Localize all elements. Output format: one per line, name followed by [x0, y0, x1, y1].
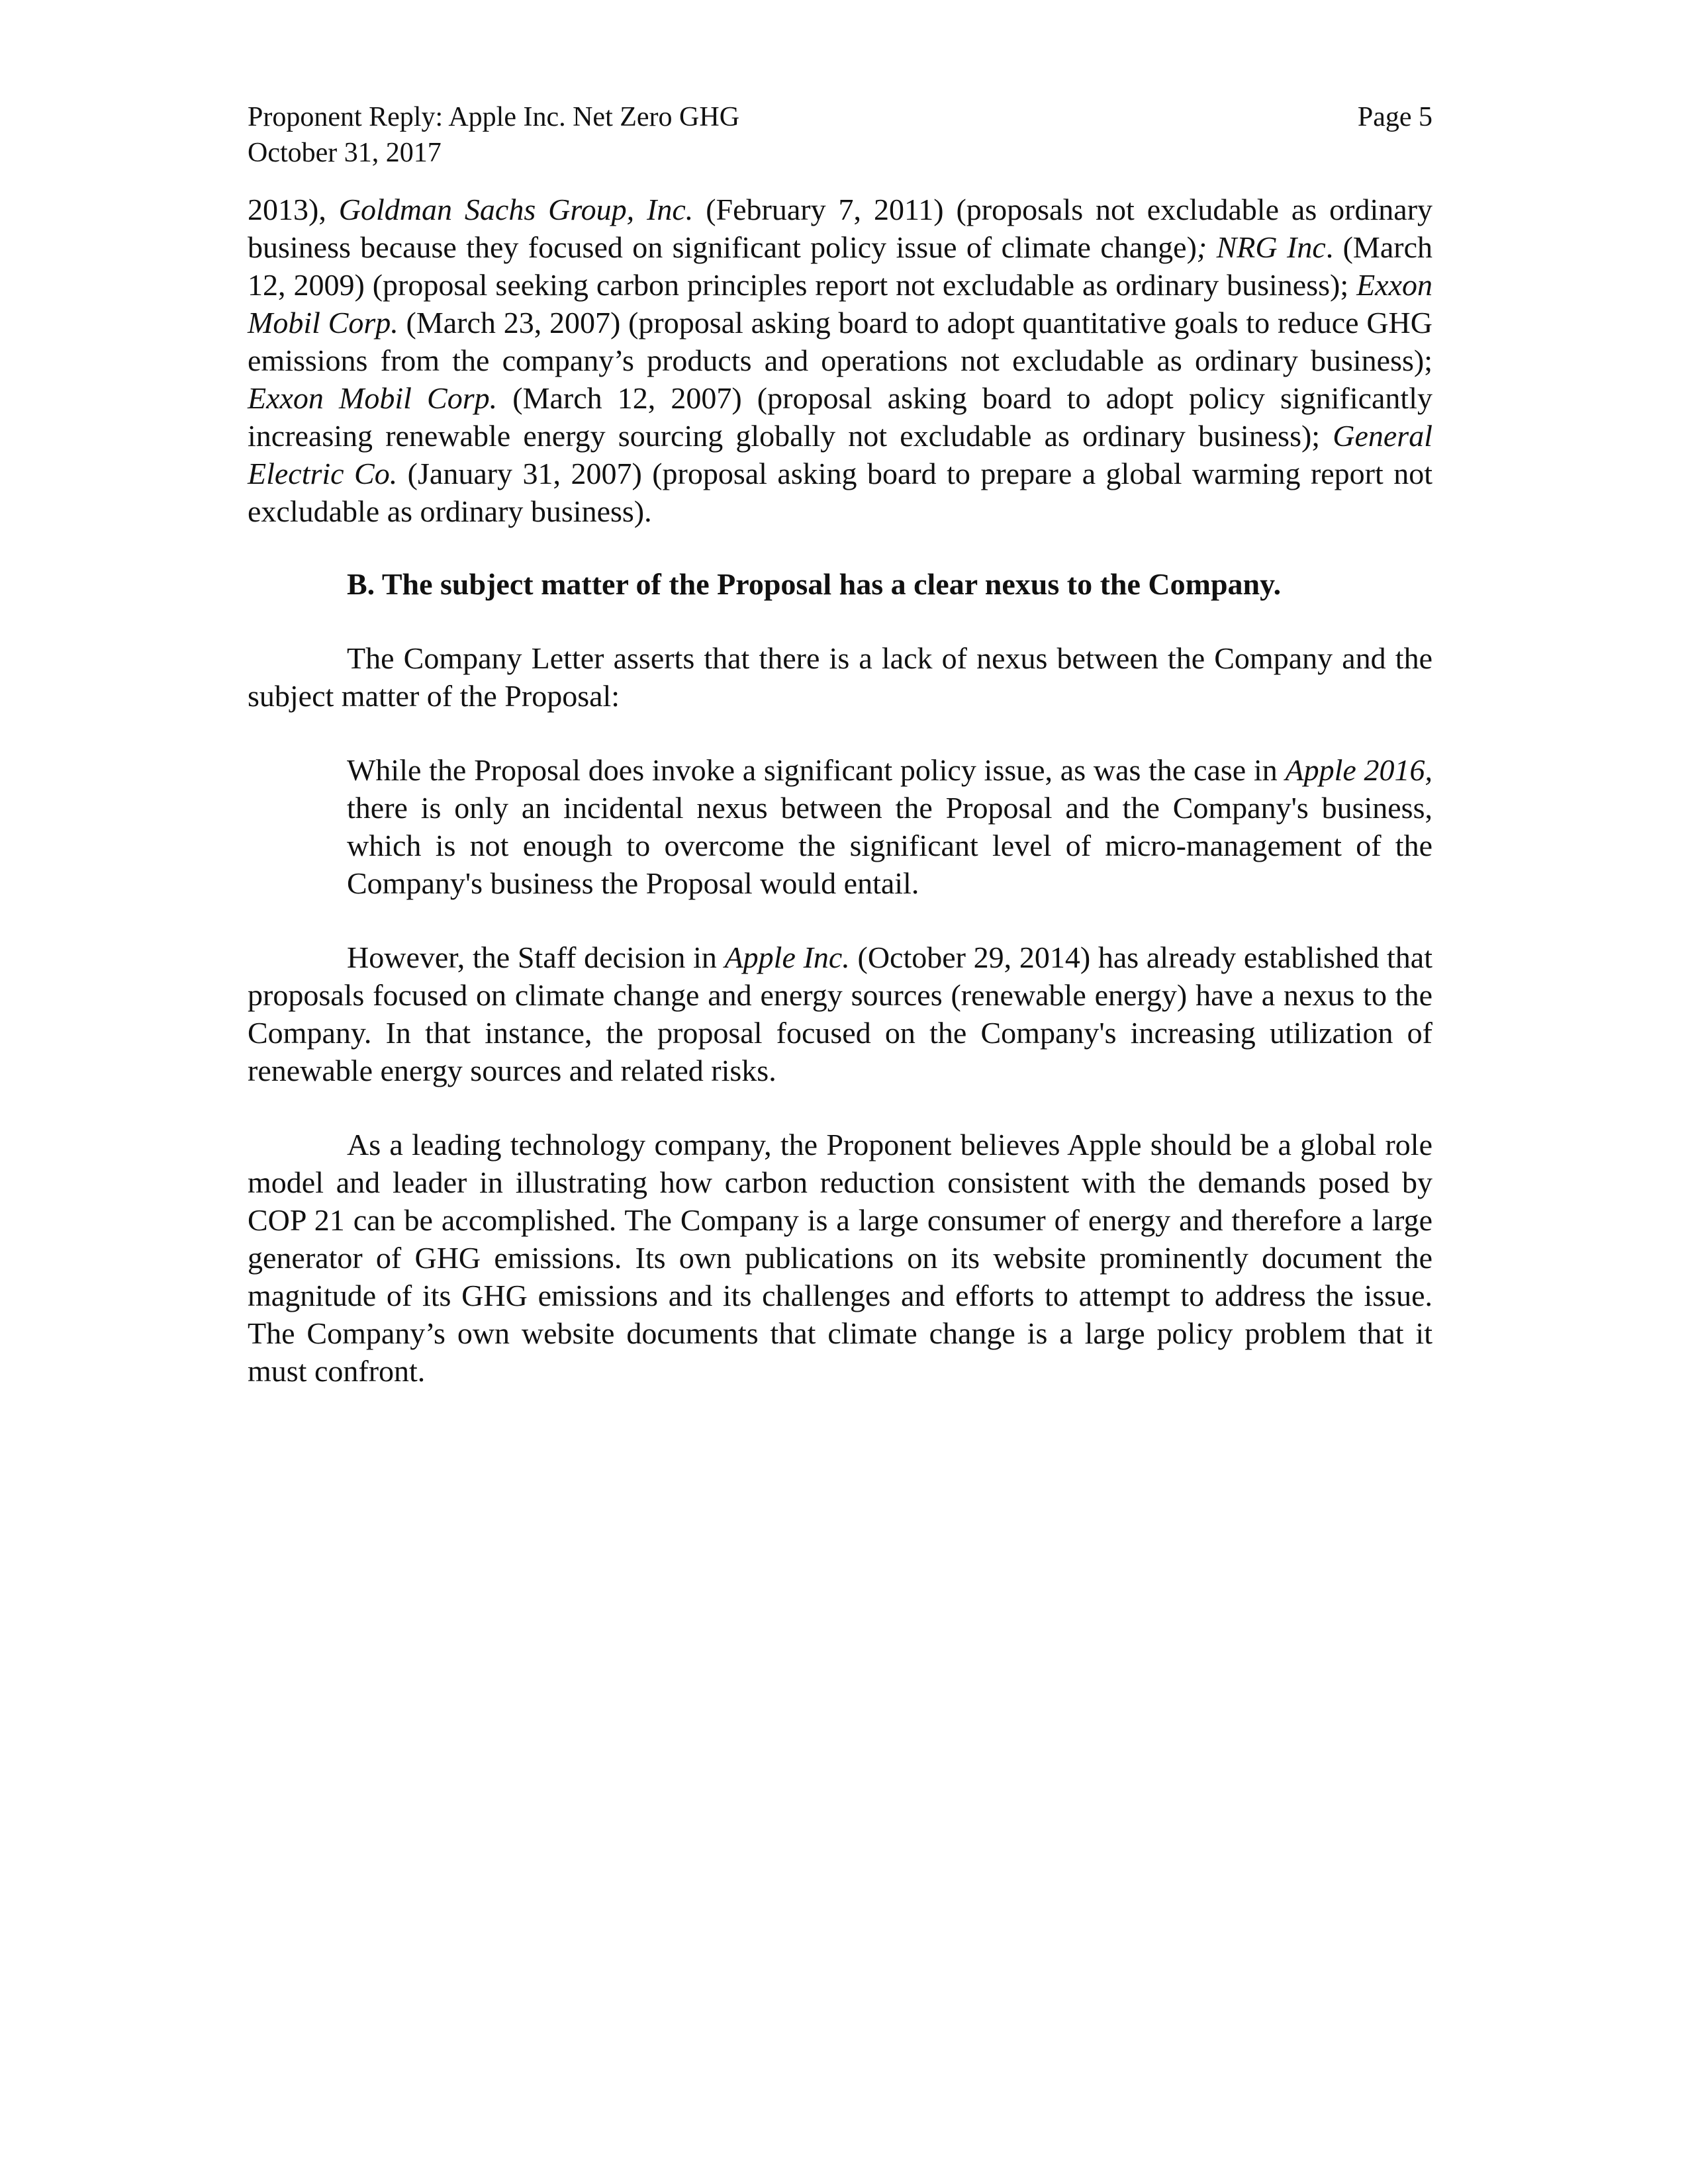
page-header [248, 99, 1432, 171]
case-name: Goldman Sachs Group, Inc. [338, 193, 694, 226]
paragraph-citations [248, 191, 1432, 530]
page-number: Page 5 [1357, 102, 1432, 132]
block-quote [248, 751, 1432, 902]
case-name: Exxon Mobil Corp. [248, 381, 498, 415]
case-name: ; NRG Inc [1196, 230, 1326, 264]
header-date: October 31, 2017 [248, 138, 442, 168]
paragraph-text: . (March 12, 2009) (proposal seeking carbon principles report not excludable as ordinary business); [248, 230, 1432, 302]
header-title: Proponent Reply: Apple Inc. Net Zero GHG [248, 102, 740, 132]
paragraph-text: (January 31, 2007) (proposal asking board to prepare a global warming report not excludable as ordinary business). [248, 457, 1433, 528]
case-name: Apple Inc. [724, 940, 850, 974]
section-heading: B. The subject matter of the Proposal has a clear nexus to the Company. [347, 567, 1282, 601]
case-name: Apple 2016, [1285, 753, 1433, 787]
quote-text: there is only an incidental nexus between the Proposal and the Company's business, which is not enough to overcome the significant level of micro-management of the Company's business the Proposal would entail. [347, 791, 1432, 900]
paragraph-text: (March 12, 2007) (proposal asking board to adopt policy significantly increasing renewable energy sourcing globally not excludable as ordinary business); [248, 381, 1432, 453]
paragraph-text: (March 23, 2007) (proposal asking board to adopt quantitative goals to reduce GHG emissions from the company’s products and operations not excludable as ordinary business); [248, 306, 1432, 377]
page-content [248, 99, 1432, 1390]
paragraph-text: However, the Staff decision in [347, 940, 725, 974]
paragraph-company-letter: The Company Letter asserts that there is a lack of nexus between the Company and the subject matter of the Proposal: [248, 641, 1432, 713]
paragraph-text: (February 7, 2011) (proposals not excludable as ordinary business because they focused on significant policy issue of climate change) [248, 193, 1433, 264]
case-name: General Electric Co. [248, 419, 1432, 490]
paragraph-proponent-belief: As a leading technology company, the Proponent believes Apple should be a global role model and leader in illustrating how carbon reduction consistent with the demands posed by COP 21 can be accomplished. The Company is a large consumer of energy and therefore a large generator of GHG emissions. Its own publications on its website prominently document the magnitude of its GHG emissions and its challenges and efforts to attempt to address the issue. The Company’s own website documents that climate change is a large policy problem that it must confront. [248, 1128, 1432, 1388]
paragraph-staff-decision [248, 938, 1432, 1089]
paragraph-text: (October 29, 2014) has already established that proposals focused on climate change and energy sources (renewable energy) have a nexus to the Company. In that instance, the proposal focused on the Company's increasing utilization of renewable energy sources and related risks. [248, 940, 1432, 1087]
quote-text: While the Proposal does invoke a significant policy issue, as was the case in [347, 753, 1286, 787]
case-name: Exxon Mobil Corp. [248, 268, 1432, 340]
paragraph-text: 2013), [248, 193, 339, 226]
